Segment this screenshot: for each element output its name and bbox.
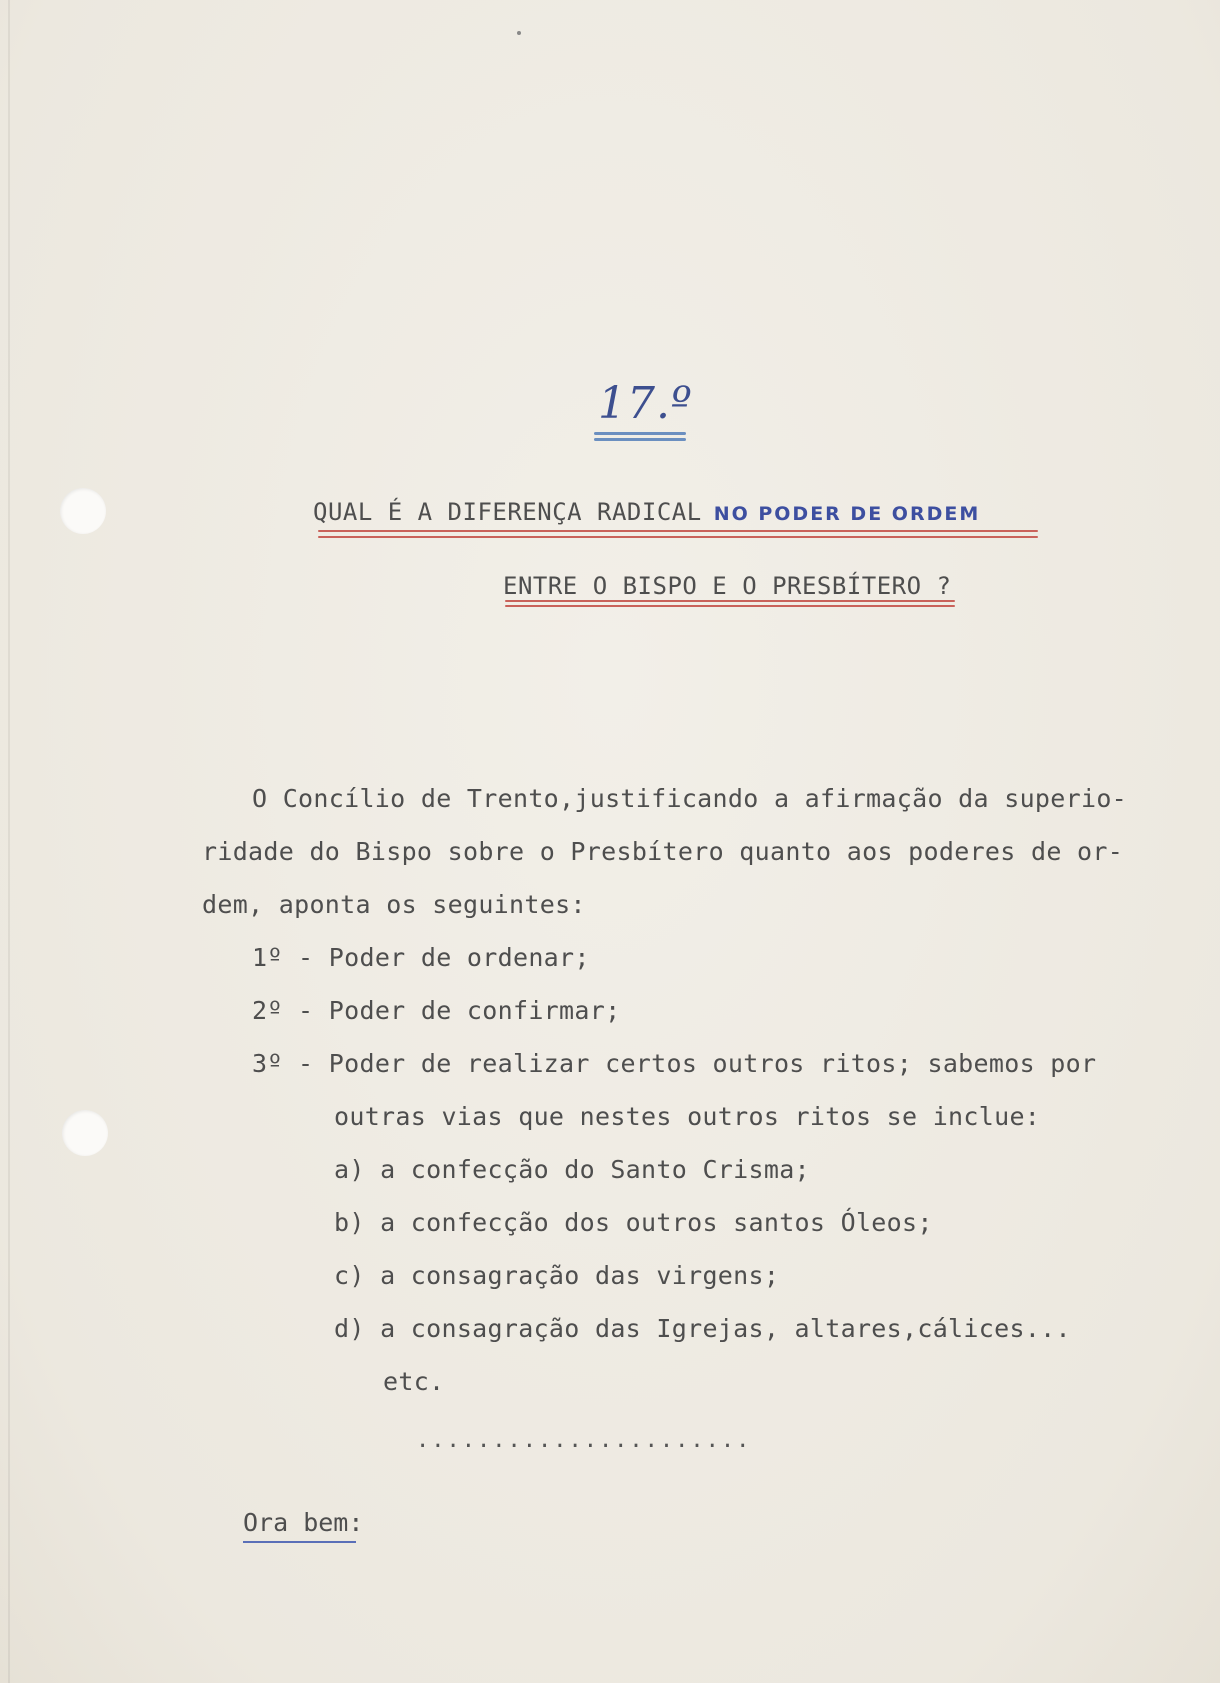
paragraph-line-2: ridade do Bispo sobre o Presbítero quanto aos poderes de or- <box>202 837 1124 866</box>
punch-hole-bottom <box>62 1110 108 1156</box>
subitem-label: c) <box>334 1261 365 1290</box>
list-item-text: Poder de confirmar; <box>328 996 621 1025</box>
number-underline-2 <box>594 438 686 441</box>
subitem-text: a consagração das virgens; <box>380 1261 780 1290</box>
list-item-text: Poder de ordenar; <box>328 943 590 972</box>
ink-speck <box>517 31 521 35</box>
closing-text: Ora bem: <box>243 1508 364 1537</box>
list-item-text: Poder de realizar certos outros ritos; sabemos por <box>328 1049 1097 1078</box>
title-line-2: ENTRE O BISPO E O PRESBÍTERO ? <box>503 572 952 600</box>
subitem-text: a confecção dos outros santos Óleos; <box>380 1208 933 1237</box>
handwritten-number: 17.º <box>598 378 693 429</box>
list-item-number: 1º - <box>252 943 314 972</box>
page-edge <box>8 0 10 1683</box>
subitem-a <box>334 1155 810 1184</box>
red-underline-2a <box>505 600 955 602</box>
list-item-3 <box>252 1049 1096 1078</box>
list-item-number: 2º - <box>252 996 314 1025</box>
subitem-label: b) <box>334 1208 365 1237</box>
red-underline-1b <box>318 536 1038 538</box>
dotted-separator: ...................... <box>416 1428 752 1453</box>
subitem-label: a) <box>334 1155 365 1184</box>
list-item-number: 3º - <box>252 1049 314 1078</box>
title-line-1 <box>313 498 980 526</box>
list-item-1 <box>252 943 590 972</box>
red-underline-2b <box>505 605 955 607</box>
red-underline-1a <box>318 530 1038 532</box>
paragraph-line-1: O Concílio de Trento,justificando a afirmação da superio- <box>252 784 1128 813</box>
title-typed: QUAL É A DIFERENÇA RADICAL <box>313 498 702 526</box>
subitem-text: a confecção do Santo Crisma; <box>380 1155 810 1184</box>
list-item-3-continuation: outras vias que nestes outros ritos se inclue: <box>334 1102 1041 1131</box>
subitem-b <box>334 1208 933 1237</box>
list-item-2 <box>252 996 620 1025</box>
title-handwritten: NO PODER DE ORDEM <box>713 503 981 525</box>
number-underline-1 <box>594 432 686 435</box>
closing-underline <box>243 1541 356 1543</box>
subitem-text: a consagração das Igrejas, altares,cálices... <box>380 1314 1071 1343</box>
subitem-c <box>334 1261 779 1290</box>
punch-hole-top <box>60 488 106 534</box>
subitem-label: d) <box>334 1314 365 1343</box>
paragraph-line-3: dem, aponta os seguintes: <box>202 890 586 919</box>
subitem-d <box>334 1314 1071 1343</box>
subitem-continuation: etc. <box>383 1367 445 1396</box>
